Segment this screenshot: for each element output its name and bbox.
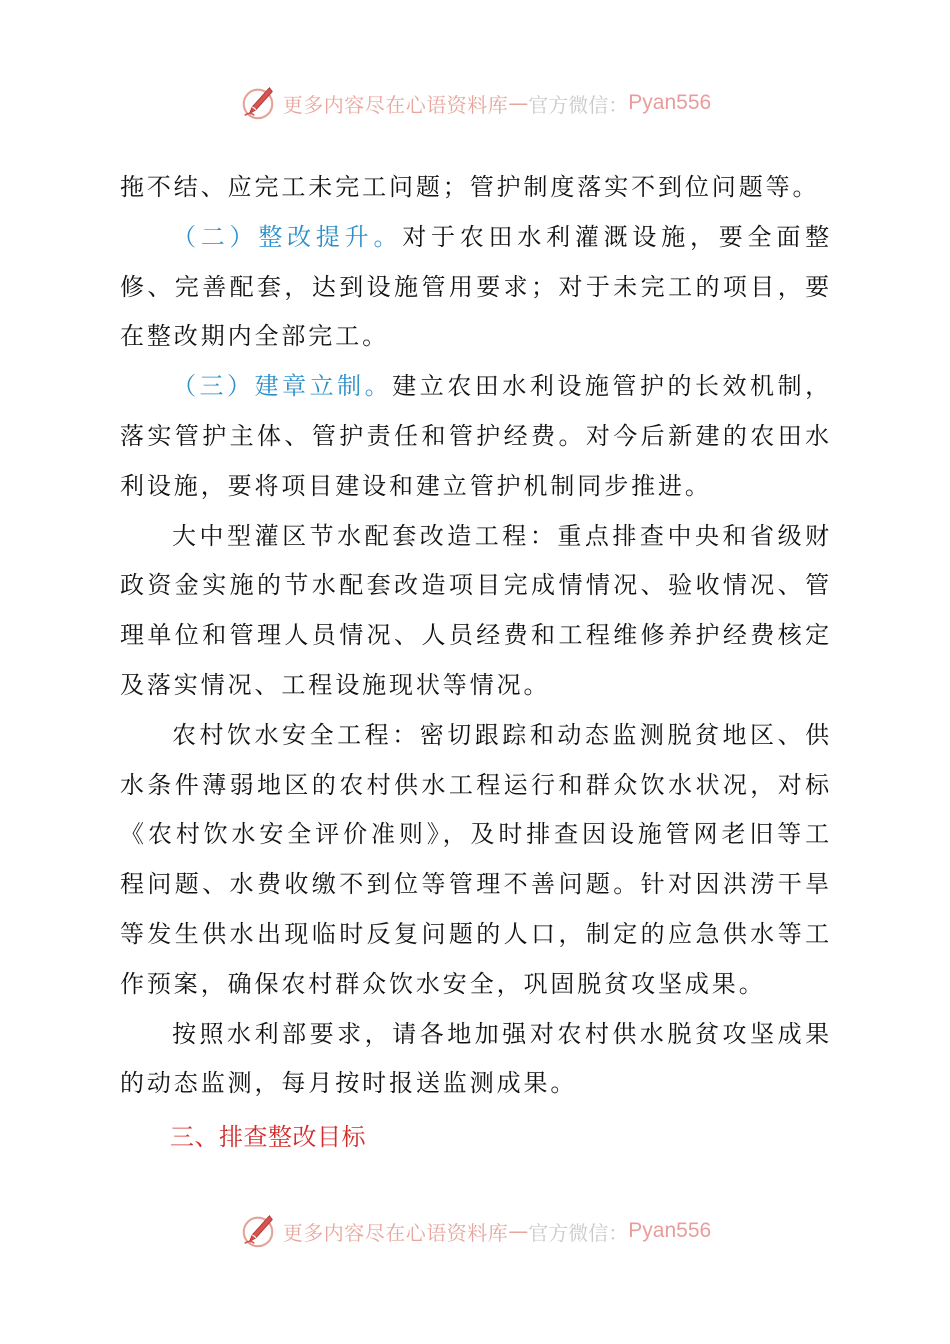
watermark-separator: —	[508, 1219, 529, 1243]
watermark-separator: —	[508, 91, 529, 115]
watermark-header	[0, 81, 950, 125]
document-body	[120, 163, 832, 1163]
paragraph-6: 按照水利部要求，请各地加强对农村供水脱贫攻坚成果的动态监测，每月按时报送监测成果。	[120, 1019, 832, 1098]
paragraph-5: 农村饮水安全工程：密切跟踪和动态监测脱贫地区、供水条件薄弱地区的农村供水工程运行和群众饮水状况，对标《农村饮水安全评价准则》，及时排查因设施管网老旧等工程问题、水费收缴不到位等管理不善问题。针对因洪涝干旱等发生供水出现临时反复问题的人口，制定的应急供水等工作预案，确保农村群众饮水安全，巩固脱贫攻坚成果。	[120, 720, 832, 998]
watermark-tail: 官方微信：	[528, 92, 629, 117]
watermark-text: 更多内容尽在心语资料库	[282, 1220, 509, 1245]
quill-pen-icon	[239, 84, 277, 122]
paragraph-1: 拖不结、应完工未完工问题；管护制度落实不到位问题等。	[120, 173, 820, 201]
watermark-footer	[0, 1209, 950, 1253]
paragraph-3: （三）建章立制。建立农田水利设施管护的长效机制，落实管护主体、管护责任和管护经费。对今后新建的农田水利设施，要将项目建设和建立管护机制同步推进。	[120, 372, 833, 500]
subheading-rectify: （二）整改提升。	[172, 222, 403, 251]
watermark-tail: 官方微信：	[528, 1220, 629, 1245]
paragraph-2: （二）整改提升。对于农田水利灌溉设施，要全面整修、完善配套，达到设施管用要求；对于未完工的项目，要在整改期内全部完工。	[120, 222, 832, 351]
subheading-rules: （三）建章立制。	[172, 372, 393, 401]
watermark-text: 更多内容尽在心语资料库	[282, 92, 509, 117]
watermark-handle: Pyan556	[628, 91, 712, 114]
watermark-handle: Pyan556	[628, 1219, 712, 1242]
section-heading: 三、排查整改目标	[170, 1123, 366, 1152]
quill-pen-icon	[239, 1212, 277, 1250]
paragraph-4: 大中型灌区节水配套改造工程：重点排查中央和省级财政资金实施的节水配套改造项目完成情情况、验收情况、管理单位和管理人员情况、人员经费和工程维修养护经费核定及落实情况、工程设施现状等情况。	[120, 521, 832, 699]
